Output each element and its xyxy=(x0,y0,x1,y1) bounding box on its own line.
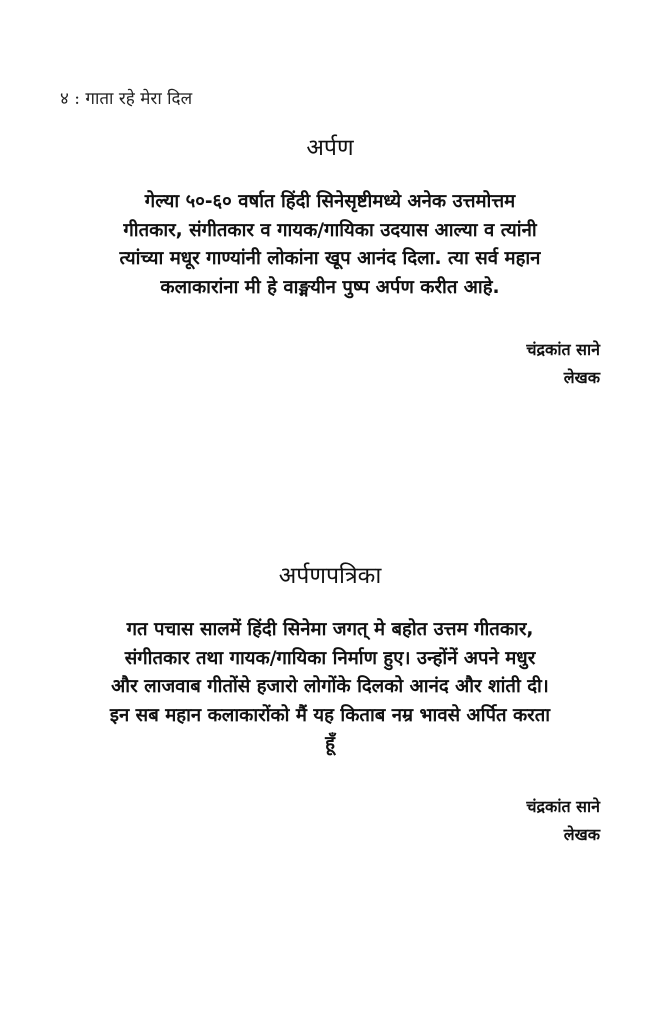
paragraph-line: गीतकार, संगीतकार व गायक/गायिका उदयास आल्या व त्यांनी xyxy=(123,219,537,241)
paragraph-line: त्यांच्या मधूर गाण्यांनी लोकांना खूप आनंद दिला. त्या सर्व महान xyxy=(119,248,541,269)
author-role: लेखक xyxy=(563,824,600,844)
dedication-section-marathi xyxy=(60,130,600,392)
signature-block xyxy=(60,336,600,392)
signature-block xyxy=(60,793,600,849)
paragraph-line: कलाकारांना मी हे वाङ्मयीन पुष्प अर्पण करीत आहे. xyxy=(160,276,500,298)
paragraph-line: गत पचास सालमें हिंदी सिनेमा जगत् मे बहोत उत्तम गीतकार, xyxy=(126,619,534,640)
dedication-title: अर्पण xyxy=(306,135,354,161)
dedication-section-hindi xyxy=(60,558,600,849)
paragraph-line: हूँ xyxy=(325,733,335,754)
paragraph-line: संगीतकार तथा गायक/गायिका निर्माण हुए। उन्होंनें अपने मधुर xyxy=(124,647,536,669)
paragraph-line: गेल्या ५०-६० वर्षात हिंदी सिनेसृष्टीमध्ये अनेक उत्तमोत्तम xyxy=(144,191,516,212)
author-name: चंद्रकांत साने xyxy=(526,340,600,359)
paragraph-line: इन सब महान कलाकारोंको मैं यह किताब नम्र भावसे अर्पित करता xyxy=(109,704,551,726)
author-role: लेखक xyxy=(563,368,600,387)
running-header: ४ : गाता रहे मेरा दिल xyxy=(60,89,193,109)
dedication-paragraph xyxy=(60,616,600,759)
dedication-paragraph xyxy=(60,188,600,302)
paragraph-line: और लाजवाब गीतोंसे हजारो लोगोंके दिलको आनंद और शांती दी। xyxy=(111,676,549,697)
author-name: चंद्रकांत साने xyxy=(526,796,600,816)
dedication-title: अर्पणपत्रिका xyxy=(278,563,382,589)
